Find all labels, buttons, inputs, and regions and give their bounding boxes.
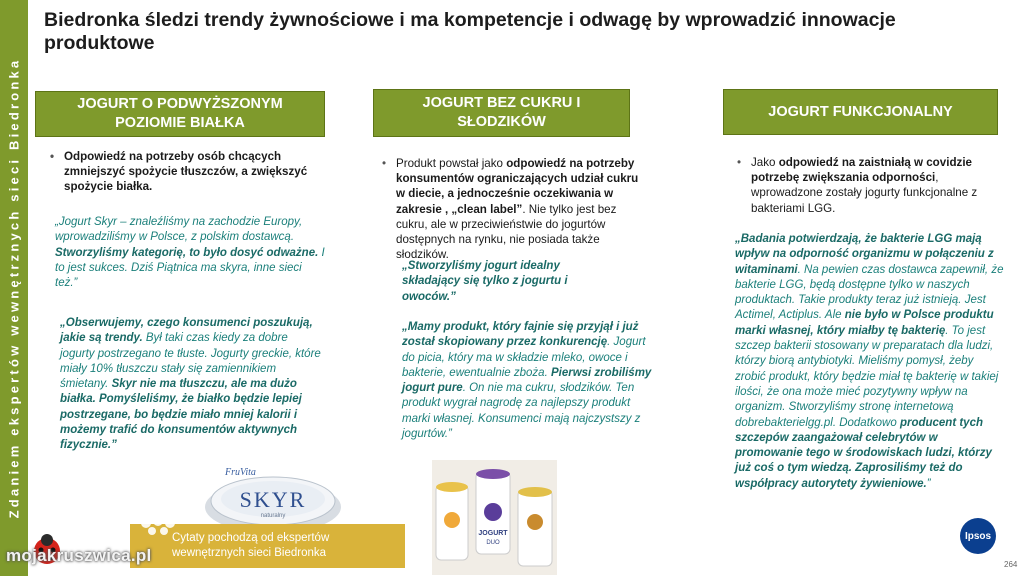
- col3-quote1: [735, 232, 1007, 492]
- col3-b-p1: Jako: [751, 156, 779, 169]
- col2-bullet-text: [380, 156, 648, 262]
- sidebar-text: Zdaniem ekspertów wewnętrznych sieci Biedronka: [6, 57, 22, 519]
- col3-bullet-text: [735, 155, 1005, 216]
- col3-bullet: [735, 155, 1005, 216]
- page-number: 264: [1004, 560, 1018, 569]
- col1-q1-p2: I to jest sukces. Dziś Piątnica ma skyra, inne sieci też.”: [55, 246, 325, 290]
- col3-b-bold: odpowiedź na zaistniałą w covidzie potrzebę zwiększania odporności: [751, 156, 972, 185]
- col2-q2-p2: . On nie ma cukru, słodzików. Ten produkt wygrał nagrodę za najlepszy produkt marki własnej. Konsumenci mają najczystszy z jogurtów.”: [402, 382, 641, 441]
- sidebar-band: [0, 0, 28, 576]
- col3-q1-strong2: nie było w Polsce produktu marki własnej, który miałby tę bakterię: [735, 309, 994, 337]
- skyr-brand-text: FruVita: [225, 467, 256, 478]
- ipsos-logo-text: Ipsos: [964, 530, 992, 542]
- page-title: Biedronka śledzi trendy żywnościowe i ma kompetencje i odwagę by wprowadzić innowacje produktowe: [44, 9, 896, 54]
- flower-logo-icon: [134, 513, 184, 543]
- col3-b-p2: , wprowadzone zostały jogurty funkcjonalne z bakteriami LGG.: [751, 171, 978, 215]
- ipsos-logo: [960, 518, 996, 554]
- col3-q1-strong1: „Badania potwierdzają, że bakterie LGG mają wpływ na odporność organizmu w połączeniu z witaminami: [735, 233, 994, 276]
- col2-quote1: „Stworzyliśmy jogurt idealny składający się tylko z jogurtu i owoców.”: [402, 260, 568, 303]
- jars-label-text: JOGURT: [478, 530, 508, 537]
- col2-q2-strong1: „Mamy produkt, który fajnie się przyjął i już został skopiowany przez konkurencję: [402, 321, 639, 349]
- header-protein-yogurt: [35, 91, 325, 137]
- col2-bullet: [380, 156, 648, 262]
- col3-q1-strong3: producent tych szczepów zaangażował celebrytów w promowanie tego w środowiskach ludzi, którzy już coś o tym wiedzą. Zaprosiliśmy też do współpracy autorytety żywieniowe.: [735, 416, 992, 490]
- skyr-sub-text: naturalny: [260, 513, 286, 519]
- col1-q2-p1: Był taki czas kiedy za dobre jogurty postrzegano te tłuste. Jogurty greckie, które miały 10% tłuszczu stały się zamiennikiem śmietany.: [60, 332, 321, 391]
- col2-b-bold: odpowiedź na potrzeby konsumentów ograniczających udział cukru w diecie, a jednocześnie oczekiwania w zakresie , „clean label”: [396, 157, 639, 216]
- col1-quote1: [55, 215, 325, 291]
- quote-source-line2: wewnętrznych sieci Biedronka: [172, 547, 327, 559]
- jars-sub-text: DUO: [486, 540, 500, 546]
- header-functional-yogurt: [723, 89, 998, 135]
- skyr-product-image: [195, 455, 345, 535]
- watermark-text: mojakruszwica.pl: [6, 546, 152, 565]
- quote-source-line1: Cytaty pochodzą od ekspertów: [172, 532, 330, 544]
- col2-b-p2: . Nie tylko jest bez cukru, ale w przeciwieństwie do jogurtów dostępnych na rynku, nie posiada także słodzików.: [396, 202, 617, 262]
- col1-q1-strong: Stworzyliśmy kategorię, to było dosyć odważne.: [55, 246, 319, 259]
- col2-q2-p1: . Jogurt do picia, który ma w składzie mleko, owoce i bakterie, ewentualnie zboża.: [402, 336, 646, 379]
- col1-q2-strong2: Skyr nie ma tłuszczu, ale ma dużo białka. Pomyśleliśmy, że białko będzie lepiej postrzegane, bo będzie miało mniej kalorii i możemy trafić do konsumentów aktywnych fizycznie.”: [60, 378, 302, 452]
- col3-q1-p3: ”: [926, 477, 931, 490]
- col3-q1-p2: . To jest szczep bakterii stosowany w preparatach dla ludzi, którzy biorą antybiotyki. Mieliśmy pomysł, żeby zrobić produkt, który będzie miał tę bakterię w takiej ilości, że ona może mieć pozytywny wpływ na organizm. Stworzyliśmy stronę internetową dobrebakterielgg.pl. Dodatkowo: [735, 324, 999, 429]
- col3-q1-p1: . Na pewien czas dostawca zapewnił, że bakterie LGG, będą dostępne tylko w naszych produktach. Takie produkty teraz już istnieją. Jest Actimel, Actiplus. Ale: [735, 263, 1004, 322]
- col2-q2-strong2: Pierwsi zrobiliśmy jogurt pure: [402, 366, 652, 395]
- col2-b-p1: Produkt powstał jako: [396, 157, 507, 170]
- header-functional-label: JOGURT FUNKCJONALNY: [768, 103, 953, 120]
- col1-quote2: [60, 316, 322, 454]
- col1-bullet-text: • Odpowiedź na potrzeby osób chcących zmniejszyć spożycie tłuszczów, a zwiększyć spożycie białka.: [48, 149, 310, 195]
- col1-q2-strong1: „Obserwujemy, czego konsumenci poszukują, jakie są trendy.: [60, 317, 313, 345]
- header-sugar-free-yogurt: [373, 89, 630, 137]
- header-protein-label: JOGURT O PODWYŻSZONYM POZIOMIE BIAŁKA: [77, 96, 283, 131]
- col1-q1-p1: „Jogurt Skyr – znaleźliśmy na zachodzie Europy, wprowadziliśmy w Polsce, z polskim dostawcą.: [55, 216, 303, 244]
- header-sugar-free-label: JOGURT BEZ CUKRU I SŁODZIKÓW: [422, 95, 581, 130]
- skyr-label-text: SKYR: [239, 487, 307, 512]
- col2-quote2: [402, 320, 652, 442]
- col1-bullet: [48, 149, 310, 195]
- yogurt-jars-image: [432, 460, 557, 575]
